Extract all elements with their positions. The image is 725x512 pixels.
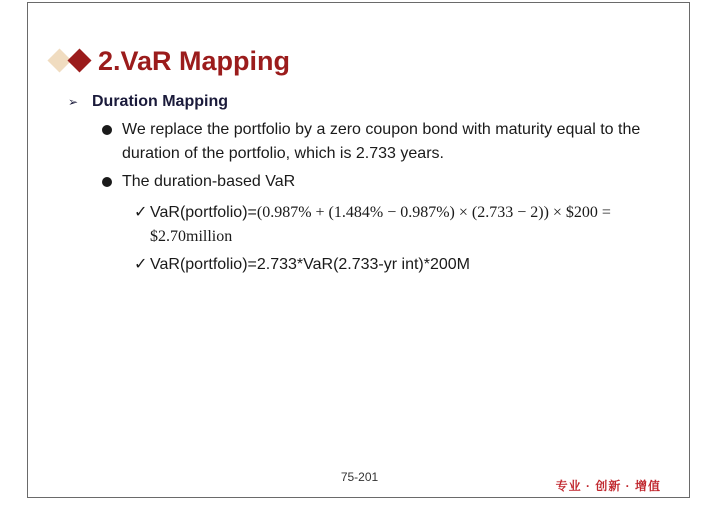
- arrow-bullet-icon: ➢: [68, 95, 79, 109]
- page-number: 75-201: [340, 470, 379, 484]
- checkmark-icon: ✓: [134, 256, 148, 273]
- check-text-2: VaR(portfolio)=2.733*VaR(2.733-yr int)*200M: [150, 256, 471, 273]
- bullet-dot-icon: [102, 125, 112, 135]
- bullet-dot-icon: [102, 177, 112, 187]
- slide: [27, 2, 690, 498]
- section-heading-row: [68, 91, 228, 113]
- bullet-text-2: The duration-based VaR: [122, 173, 296, 190]
- formula: (0.987% + (1.484% − 0.987%) × (2.733 − 2)) × $200 = $2.70million: [150, 204, 611, 245]
- section-heading: Duration Mapping: [92, 93, 228, 110]
- formula-prefix: VaR(portfolio)=: [150, 204, 257, 221]
- title-row: [46, 41, 646, 81]
- checkmark-icon: ✓: [134, 204, 148, 221]
- diamond-dark-icon: [67, 48, 91, 72]
- slide-title: 2.VaR Mapping: [98, 46, 291, 76]
- bullet-text-1: We replace the portfolio by a zero coupon bond with maturity equal to the duration of the portfolio, which is 2.733 years.: [122, 121, 641, 162]
- footer-tagline: 专业 · 创新 · 增值: [555, 479, 661, 493]
- check-text-1: [150, 201, 650, 249]
